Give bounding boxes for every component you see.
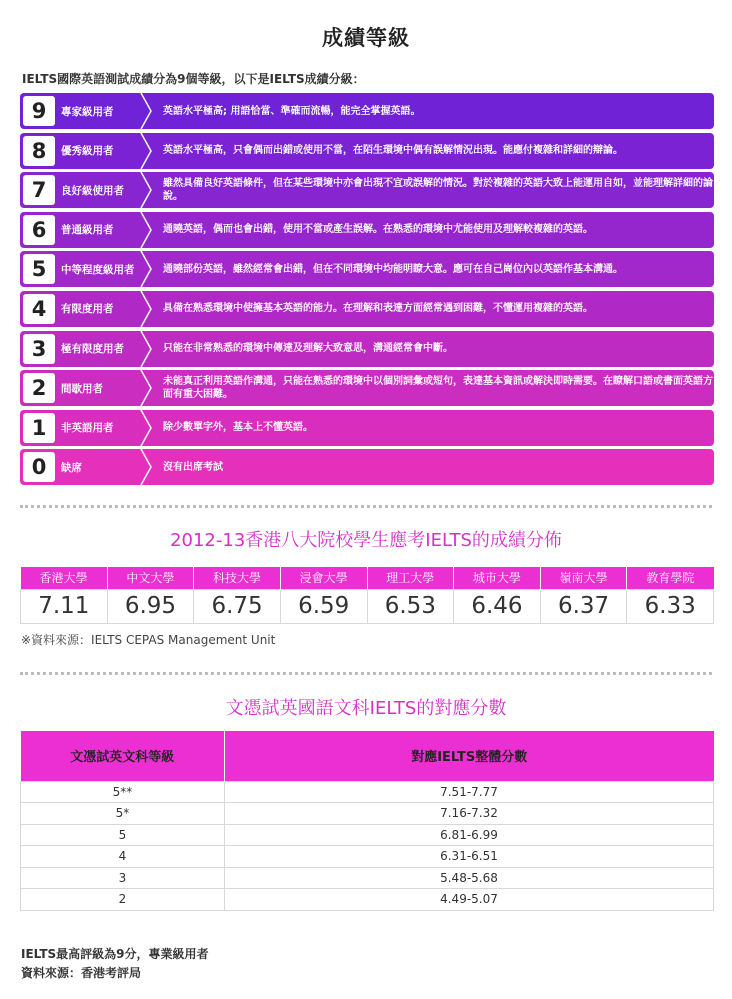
note-max-band: IELTS最高評級為9分，專業級用者: [21, 947, 209, 961]
divider-1: [20, 505, 712, 508]
universities-table: [20, 567, 714, 624]
chevron-right-icon: [139, 212, 153, 248]
chevron-right-icon: [139, 449, 153, 485]
dse-header-row: [21, 731, 714, 781]
band-level: 普通級用者: [61, 224, 114, 237]
band-number: 7: [23, 175, 55, 205]
university-score: 6.95: [107, 589, 194, 623]
page-title: 成績等級: [322, 26, 410, 50]
band-description: 除少數單字外，基本上不懂英語。: [163, 422, 313, 434]
band-description: 未能真正利用英語作溝通，只能在熟悉的環境中以個別詞彙或短句，表達基本資訊或解決即時需要。在瞭解口語或書面英語方面有重大困難。: [163, 376, 713, 401]
band-level: 良好級使用者: [61, 184, 124, 197]
band-list: [20, 93, 714, 489]
table-row: [21, 824, 714, 846]
divider-2: [20, 672, 712, 675]
chevron-right-icon: [139, 251, 153, 287]
band-description: 具備在熟悉環境中使擁基本英語的能力。在理解和表達方面經常遇到困難，不懂運用複雜的英語。: [163, 303, 593, 315]
ielts-score-range: 7.51-7.77: [225, 781, 714, 803]
chevron-right-icon: [139, 331, 153, 367]
band-number: 2: [23, 373, 55, 403]
band-row: [20, 133, 714, 169]
table-row: [21, 846, 714, 868]
band-level: 缺席: [61, 461, 82, 474]
table-row: [21, 781, 714, 803]
band-row: [20, 251, 714, 287]
band-number: 0: [23, 452, 55, 482]
band-number: 9: [23, 96, 55, 126]
band-number: 8: [23, 136, 55, 166]
dse-heading: 文憑試英國語文科IELTS的對應分數: [225, 698, 507, 719]
chevron-right-icon: [139, 291, 153, 327]
dse-col-grade: 文憑試英文科等級: [21, 731, 225, 781]
university-name: 教育學院: [627, 567, 714, 589]
band-description: 通曉部份英語，雖然經常會出錯，但在不同環境中均能明瞭大意。應可在自己崗位內以英語作基本溝通。: [163, 263, 623, 275]
university-name: 嶺南大學: [540, 567, 627, 589]
dse-grade: 5**: [21, 781, 225, 803]
table-row: [21, 867, 714, 889]
universities-heading: 2012-13香港八大院校學生應考IELTS的成績分佈: [170, 530, 562, 551]
universities-source: ※資料來源：IELTS CEPAS Management Unit: [21, 633, 276, 647]
band-row: [20, 410, 714, 446]
band-description: 英語水平極高，只會偶而出錯或使用不當，在陌生環境中偶有誤解情況出現。能應付複雜和詳細的辯論。: [163, 145, 623, 157]
band-row: [20, 172, 714, 208]
chevron-right-icon: [139, 370, 153, 406]
table-row: [21, 889, 714, 911]
chevron-right-icon: [139, 93, 153, 129]
university-name: 中文大學: [107, 567, 194, 589]
university-name: 浸會大學: [280, 567, 367, 589]
table-row: [21, 803, 714, 825]
band-level: 間歇用者: [61, 382, 103, 395]
university-score: 7.11: [21, 589, 108, 623]
chevron-right-icon: [139, 133, 153, 169]
university-score: 6.46: [454, 589, 541, 623]
band-description: 沒有出席考試: [163, 461, 223, 473]
band-level: 非英語用者: [61, 422, 114, 435]
band-level: 專家級用者: [61, 105, 114, 118]
band-level: 優秀級用者: [61, 145, 114, 158]
ielts-score-range: 4.49-5.07: [225, 889, 714, 911]
ielts-score-range: 6.31-6.51: [225, 846, 714, 868]
university-name: 理工大學: [367, 567, 454, 589]
ielts-score-range: 5.48-5.68: [225, 867, 714, 889]
dse-grade: 5: [21, 824, 225, 846]
band-number: 1: [23, 413, 55, 443]
university-score: 6.53: [367, 589, 454, 623]
band-description: 只能在非常熟悉的環境中傳達及理解大致意思，溝通經常會中斷。: [163, 343, 453, 355]
band-row: [20, 331, 714, 367]
band-row: [20, 93, 714, 129]
university-score: 6.75: [194, 589, 281, 623]
band-row: [20, 291, 714, 327]
band-description: 通曉英語，偶而也會出錯，使用不當或產生誤解。在熟悉的環境中尤能使用及理解較複雜的英語。: [163, 224, 593, 236]
band-number: 6: [23, 215, 55, 245]
band-number: 3: [23, 334, 55, 364]
dse-table: [20, 731, 714, 911]
band-description: 雖然具備良好英語條件，但在某些環境中亦會出現不宜或誤解的情況。對於複雜的英語大致上能運用自如，並能理解詳細的論說。: [163, 178, 713, 203]
university-score: 6.37: [540, 589, 627, 623]
chevron-right-icon: [139, 172, 153, 208]
dse-grade: 5*: [21, 803, 225, 825]
band-description: 英語水平極高; 用語恰當、準確而流暢，能完全掌握英語。: [163, 105, 421, 117]
dse-col-ielts: 對應IELTS整體分數: [225, 731, 714, 781]
band-number: 5: [23, 254, 55, 284]
ielts-score-range: 7.16-7.32: [225, 803, 714, 825]
band-level: 中等程度級用者: [61, 263, 135, 276]
universities-score-row: [21, 589, 714, 623]
chevron-right-icon: [139, 410, 153, 446]
band-level: 有限度用者: [61, 303, 114, 316]
dse-grade: 4: [21, 846, 225, 868]
band-row: [20, 449, 714, 485]
dse-grade: 2: [21, 889, 225, 911]
university-score: 6.59: [280, 589, 367, 623]
ielts-score-range: 6.81-6.99: [225, 824, 714, 846]
intro-text: IELTS國際英語測試成績分為9個等級，以下是IELTS成績分級：: [22, 72, 365, 86]
university-name: 科技大學: [194, 567, 281, 589]
band-level: 極有限度用者: [61, 343, 124, 356]
university-name: 城市大學: [454, 567, 541, 589]
note-source: 資料來源：香港考評局: [21, 966, 142, 980]
dse-grade: 3: [21, 867, 225, 889]
university-name: 香港大學: [21, 567, 108, 589]
universities-header-row: [21, 567, 714, 589]
band-row: [20, 370, 714, 406]
university-score: 6.33: [627, 589, 714, 623]
band-row: [20, 212, 714, 248]
band-number: 4: [23, 294, 55, 324]
